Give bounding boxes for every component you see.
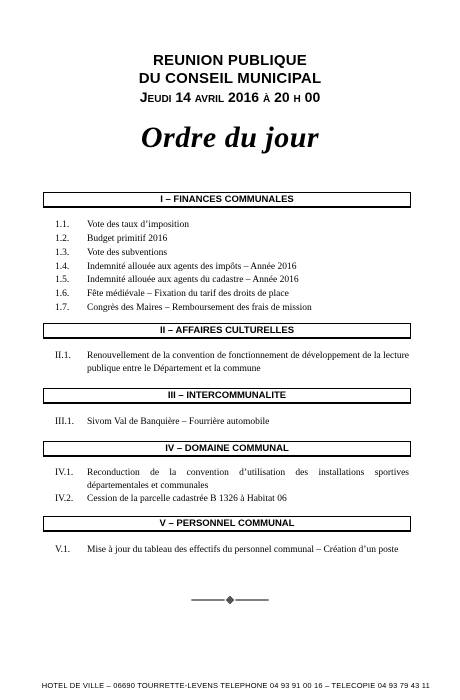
item-number: 1.2. (55, 234, 70, 244)
ornamental-divider (172, 596, 288, 604)
item-text: Cession de la parcelle cadastrée B 1326 à Habitat 06 (87, 494, 287, 504)
item-number: 1.5. (55, 275, 70, 285)
item-text: Budget primitif 2016 (87, 234, 168, 244)
agenda-item (55, 467, 409, 495)
item-number: III.1. (55, 417, 74, 427)
header-line-2: DU CONSEIL MUNICIPAL (138, 70, 322, 87)
item-number: V.1. (55, 545, 71, 555)
document-header (0, 52, 460, 106)
item-text: Reconduction de la convention d’utilisation des installations sportives départementales et communales (87, 468, 409, 491)
item-number: IV.1. (55, 468, 74, 478)
header-line-1: REUNION PUBLIQUE (152, 52, 308, 69)
agenda-title: Ordre du jour (140, 121, 320, 154)
item-number: 1.1. (55, 220, 70, 230)
item-text: Renouvellement de la convention de fonctionnement de développement de la lecture publique entre le Département et la commune (87, 351, 409, 374)
item-number: 1.6. (55, 289, 70, 299)
item-text: Congrès des Maires – Remboursement des frais de mission (87, 303, 312, 313)
item-text: Indemnité allouée aux agents du cadastre – Année 2016 (87, 275, 299, 285)
meeting-date: Jeudi 14 avril 2016 à 20 h 00 (139, 89, 321, 105)
section-heading-finances: I – FINANCES COMMUNALES (43, 192, 411, 207)
item-text: Mise à jour du tableau des effectifs du personnel communal – Création d’un poste (87, 545, 399, 555)
address-footer: HOTEL DE VILLE – 06690 TOURRETTE-LEVENS TELEPHONE 04 93 91 00 16 – TELECOPIE 04 93 79 43 11 (41, 681, 430, 690)
section-heading-intercommunalite: III – INTERCOMMUNALITE (43, 388, 411, 403)
item-number: IV.2. (55, 494, 74, 504)
item-number: II.1. (55, 351, 71, 361)
item-number: 1.7. (55, 303, 70, 313)
section-heading-domaine: IV – DOMAINE COMMUNAL (43, 441, 411, 456)
section-heading-culture: II – AFFAIRES CULTURELLES (43, 323, 411, 338)
item-text: Vote des subventions (87, 248, 168, 258)
item-text: Indemnité allouée aux agents des impôts – Année 2016 (87, 262, 297, 272)
item-text: Sivom Val de Banquière – Fourrière automobile (87, 417, 270, 427)
item-text: Vote des taux d’imposition (87, 220, 189, 230)
item-number: 1.3. (55, 248, 70, 258)
item-text: Fête médiévale – Fixation du tarif des droits de place (87, 289, 289, 299)
section-heading-personnel: V – PERSONNEL COMMUNAL (43, 516, 411, 531)
agenda-item (55, 350, 409, 378)
item-number: 1.4. (55, 262, 70, 272)
